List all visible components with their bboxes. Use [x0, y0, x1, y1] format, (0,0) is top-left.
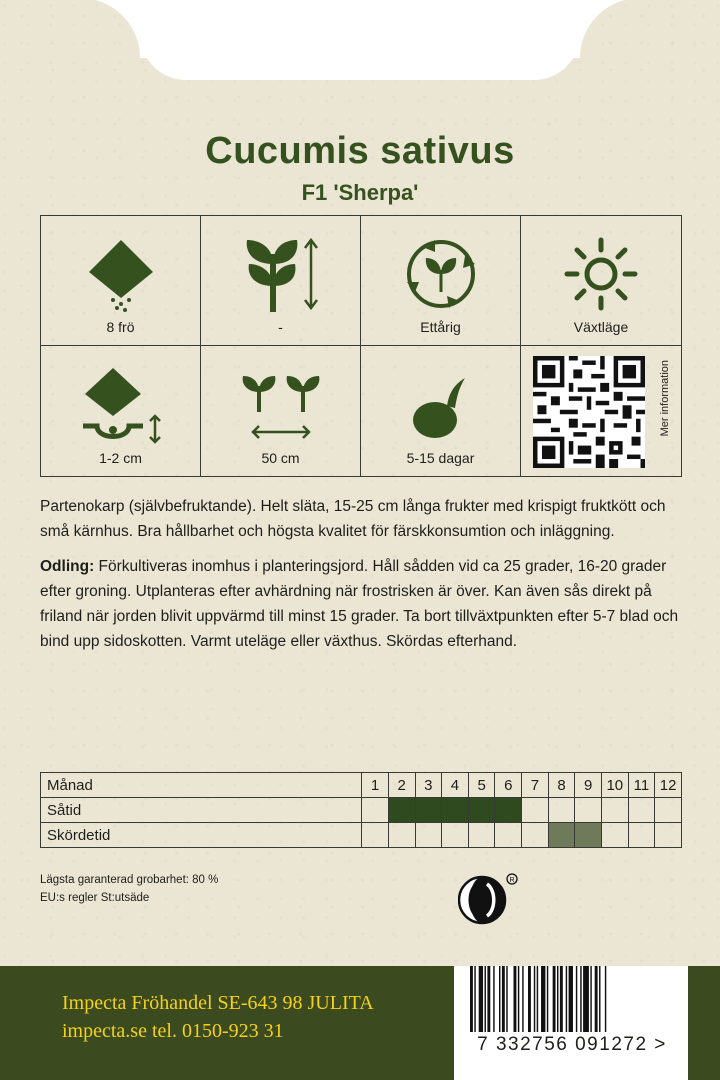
barcode-bar: [502, 966, 505, 1032]
svg-text:R: R: [509, 877, 515, 884]
harvest-month-cell: [575, 823, 602, 848]
sowing-calendar: [40, 772, 682, 848]
harvest-row-label: Skördetid: [41, 823, 362, 848]
barcode-bar: [566, 966, 567, 1032]
sowing-month-cell: [548, 798, 575, 823]
germination-guarantee: Lägsta garanterad grobarhet: 80 %: [40, 874, 219, 886]
harvest-month-cell: [415, 823, 442, 848]
eu-rules-note: EU:s regler St:utsäde: [40, 892, 150, 904]
barcode-bar: [541, 966, 545, 1032]
plant-height-label: -: [278, 319, 283, 335]
company-address: Impecta Fröhandel SE-643 98 JULITA: [62, 992, 374, 1014]
description-intro: Partenokarp (självbefruktande). Helt släta, 15-25 cm långa frukter med krispigt fruktkött och små kärnhus. Bra hållbarhet och högsta kvalitet för färskkonsumtion och inläggning.: [40, 498, 666, 540]
life-cycle-label: Ettårig: [420, 319, 461, 335]
calendar-row-harvest: [41, 823, 682, 848]
sowing-month-cell: [495, 798, 522, 823]
barcode-bar: [560, 966, 563, 1032]
month-cell: 12: [655, 773, 682, 798]
cell-plant-height: [201, 216, 361, 346]
sowing-depth-icon: [73, 364, 169, 448]
sowing-month-cell: [628, 798, 655, 823]
harvest-month-cell: [388, 823, 415, 848]
sowing-month-cell: [602, 798, 629, 823]
company-contact[interactable]: impecta.se tel. 0150-923 31: [62, 1020, 284, 1042]
barcode-bar: [576, 966, 577, 1032]
sun-icon: [561, 234, 641, 314]
cultivation-paragraph: [40, 554, 680, 654]
barcode-bar: [590, 966, 591, 1032]
barcode-bar: [479, 966, 483, 1032]
seed-count-label: 8 frö: [106, 319, 135, 335]
germination-label: 5-15 dagar: [406, 450, 475, 466]
barcode-bar: [506, 966, 507, 1032]
calendar-header-label: Månad: [41, 773, 362, 798]
barcode-bar: [522, 966, 523, 1032]
qr-code-icon[interactable]: [533, 356, 645, 468]
position-label: Växtläge: [573, 319, 629, 335]
cell-germination-time: [361, 346, 521, 476]
cell-position: [521, 216, 681, 346]
cell-life-cycle: [361, 216, 521, 346]
sowing-month-cell: [468, 798, 495, 823]
barcode-bar: [514, 966, 517, 1032]
harvest-month-cell: [655, 823, 682, 848]
cell-qr-info: [521, 346, 681, 476]
harvest-month-cell: [602, 823, 629, 848]
cultivation-text: Förkultiveras inomhus i planteringsjord. Håll sådden vid ca 25 grader, 16-20 grader efter groning. Utplanteras efter avhärdning när frostrisken är över. Kan även sås direkt på friland när jorden blivit uppvärmd till minst 15 grader. Ta bort tillväxtpunkten efter 5-7 blad och bind upp sidoskotten. Varmt uteläge eller växthus. Skördas efterhand.: [40, 558, 679, 650]
hang-hole-cutout: [140, 0, 580, 80]
more-info-label: Mer information: [659, 360, 671, 437]
barcode-bar: [580, 966, 581, 1032]
barcode-bar: [547, 966, 548, 1032]
description-block: [40, 494, 680, 664]
barcode-bar: [595, 966, 598, 1032]
barcode-bar: [485, 966, 486, 1032]
harvest-month-cell: [628, 823, 655, 848]
barcode-bar: [553, 966, 556, 1032]
sowing-depth-label: 1-2 cm: [99, 450, 142, 466]
harvest-month-cell: [468, 823, 495, 848]
barcode-bar: [474, 966, 475, 1032]
sowing-month-cell: [415, 798, 442, 823]
barcode-bar: [493, 966, 494, 1032]
barcode-bar: [528, 966, 531, 1032]
barcode-number: 7 332756 091272 >: [477, 1034, 667, 1055]
month-cell: 4: [442, 773, 469, 798]
sowing-month-cell: [655, 798, 682, 823]
barcode-bar: [583, 966, 589, 1032]
sowing-month-cell: [388, 798, 415, 823]
month-cell: 9: [575, 773, 602, 798]
month-cell: 2: [388, 773, 415, 798]
barcode-bar: [470, 966, 473, 1032]
month-cell: 8: [548, 773, 575, 798]
calendar-month-row: [41, 773, 682, 798]
barcode-bar: [557, 966, 558, 1032]
month-cell: 10: [602, 773, 629, 798]
barcode-bar: [499, 966, 500, 1032]
month-cell: 1: [362, 773, 389, 798]
ean-barcode: [454, 966, 688, 1080]
icon-grid: [40, 215, 682, 477]
barcode-bar: [605, 966, 606, 1032]
plant-spacing-label: 50 cm: [261, 450, 300, 466]
barcode-bars: [466, 966, 678, 1032]
notes-block: [40, 871, 218, 907]
germination-icon: [401, 364, 481, 444]
barcode-bar: [599, 966, 600, 1032]
sowing-row-label: Såtid: [41, 798, 362, 823]
month-cell: 11: [628, 773, 655, 798]
cultivation-label: Odling:: [40, 558, 95, 575]
harvest-month-cell: [548, 823, 575, 848]
harvest-month-cell: [495, 823, 522, 848]
barcode-bar: [537, 966, 538, 1032]
species-title: Cucumis sativus: [205, 130, 515, 172]
month-cell: 3: [415, 773, 442, 798]
cell-sowing-depth: [41, 346, 201, 476]
sowing-month-cell: [522, 798, 549, 823]
barcode-bar: [487, 966, 490, 1032]
harvest-month-cell: [522, 823, 549, 848]
month-cell: 6: [495, 773, 522, 798]
calendar-row-sowing: [41, 798, 682, 823]
month-cell: 5: [468, 773, 495, 798]
sowing-month-cell: [362, 798, 389, 823]
harvest-month-cell: [362, 823, 389, 848]
month-cell: 7: [522, 773, 549, 798]
cell-plant-spacing: [201, 346, 361, 476]
barcode-bar: [569, 966, 573, 1032]
green-dot-icon: [458, 872, 522, 928]
cell-seed-count: [41, 216, 201, 346]
barcode-bar: [518, 966, 519, 1032]
sowing-month-cell: [575, 798, 602, 823]
seed-packet-icon: [81, 234, 161, 314]
plant-height-icon: [239, 234, 323, 314]
variety-subtitle: F1 'Sherpa': [301, 180, 419, 205]
sowing-month-cell: [442, 798, 469, 823]
annual-cycle-icon: [401, 234, 481, 314]
barcode-bar: [534, 966, 535, 1032]
spacing-icon: [235, 364, 327, 444]
harvest-month-cell: [442, 823, 469, 848]
